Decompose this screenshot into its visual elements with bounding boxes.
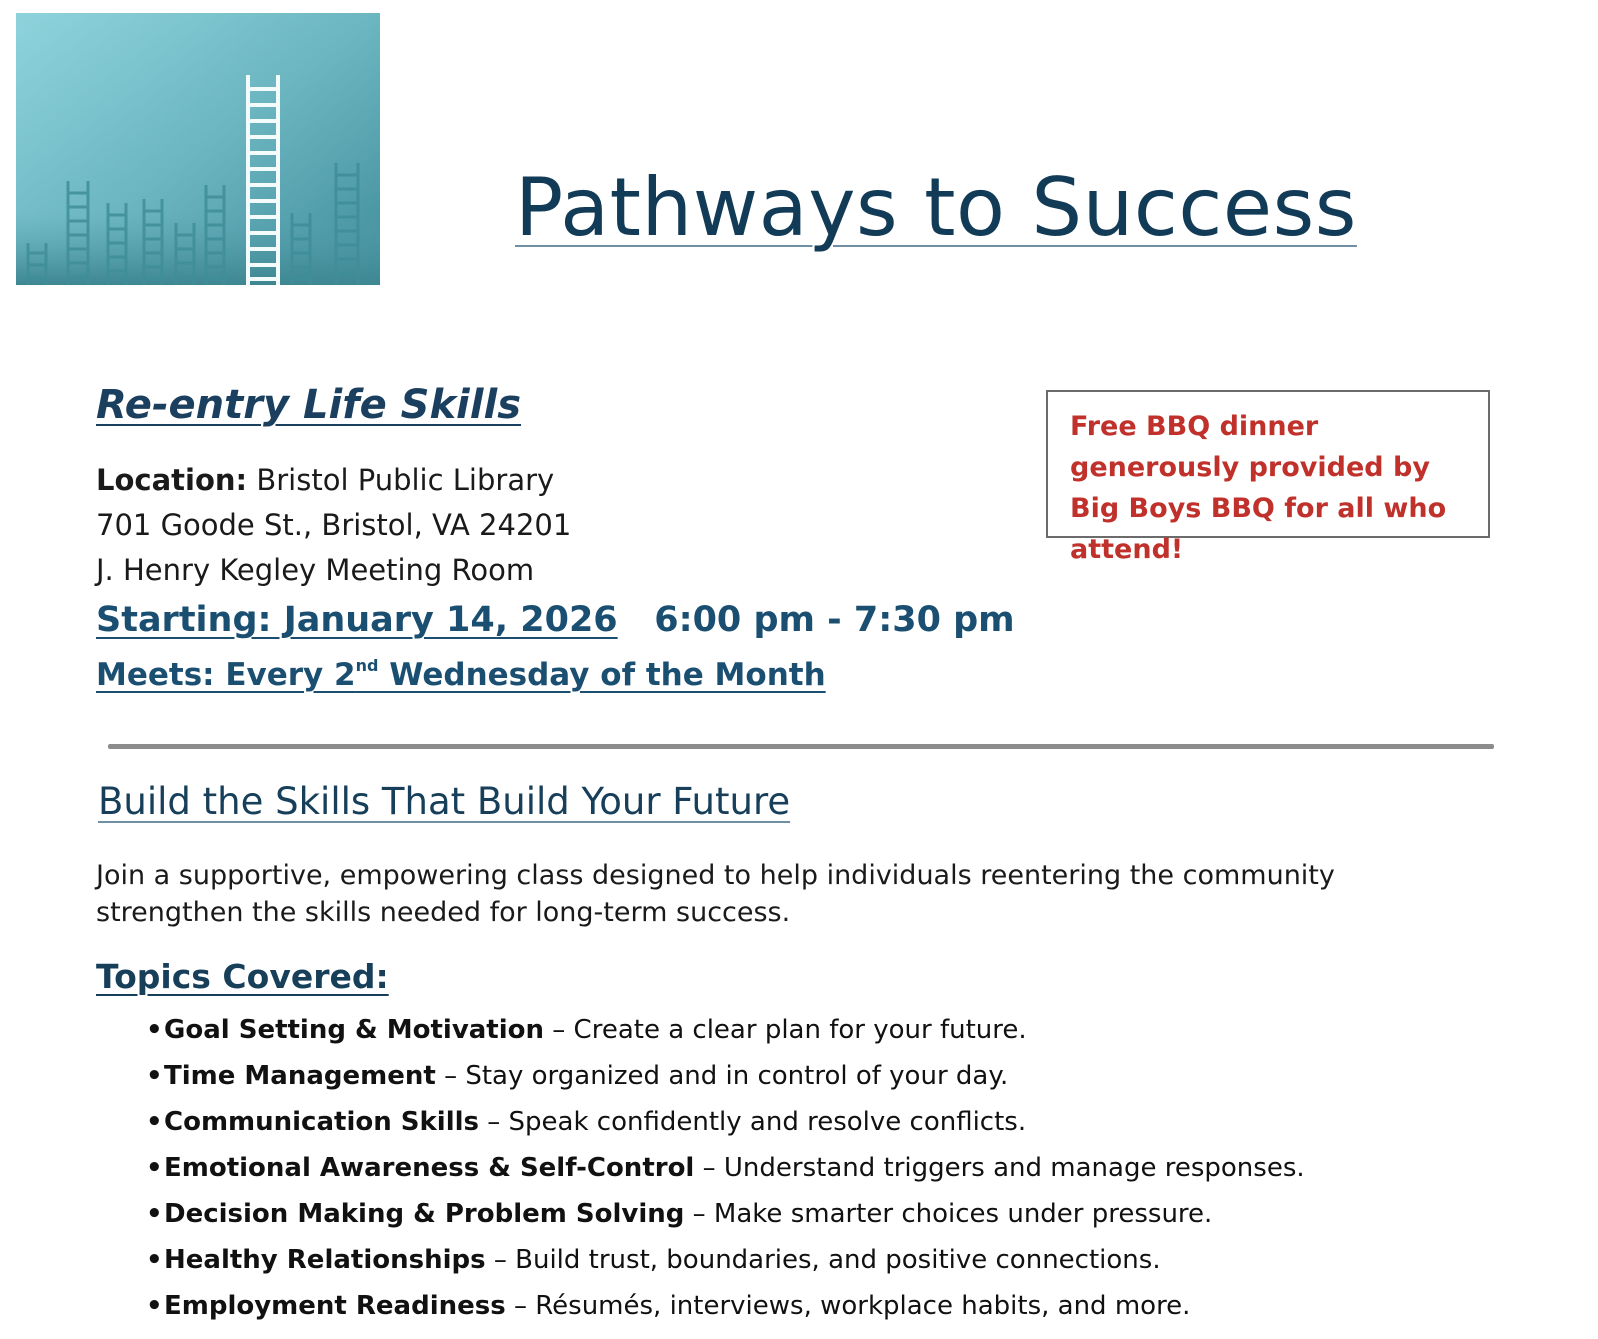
topic-desc: – Create a clear plan for your future. — [544, 1015, 1027, 1045]
topics-list — [146, 1015, 1305, 1337]
page-title: Pathways to Success — [515, 161, 1357, 254]
topic-title: Communication Skills — [164, 1107, 480, 1137]
bbq-promo-text: Free BBQ dinner generously provided by Big Boys BBQ for all who attend! — [1070, 411, 1447, 565]
list-item: •Time Management – Stay organized and in control of your day. — [146, 1061, 1009, 1091]
event-subtitle: Re-entry Life Skills — [96, 382, 521, 428]
list-item: •Communication Skills – Speak confidently and resolve conflicts. — [146, 1107, 1027, 1137]
start-time: 6:00 pm - 7:30 pm — [654, 600, 1015, 640]
bbq-promo-box — [1046, 390, 1490, 565]
start-date-time — [96, 600, 1015, 640]
location-name: Bristol Public Library — [256, 463, 555, 497]
list-item: •Employment Readiness – Résumés, interviews, workplace habits, and more. — [146, 1291, 1191, 1321]
list-item: •Decision Making & Problem Solving – Make smarter choices under pressure. — [146, 1199, 1213, 1229]
topic-desc: – Speak confidently and resolve conflicts. — [479, 1107, 1027, 1137]
meets-ordinal: nd — [355, 656, 379, 675]
topic-title: Employment Readiness — [164, 1291, 506, 1321]
meets-suffix: Wednesday of the Month — [378, 657, 826, 693]
ladders-image — [16, 13, 380, 285]
meeting-schedule — [96, 656, 826, 693]
room-line: J. Henry Kegley Meeting Room — [96, 553, 535, 587]
topic-desc: – Make smarter choices under pressure. — [684, 1199, 1213, 1229]
location-line — [96, 463, 555, 497]
topic-title: Time Management — [164, 1061, 436, 1091]
topic-title: Decision Making & Problem Solving — [164, 1199, 685, 1229]
section-divider — [108, 744, 1494, 749]
start-date: Starting: January 14, 2026 — [96, 600, 618, 640]
topic-desc: – Stay organized and in control of your day. — [435, 1061, 1009, 1091]
section-heading: Build the Skills That Build Your Future — [98, 780, 791, 823]
intro-paragraph: Join a supportive, empowering class designed to help individuals reentering the community strengthen the skills needed for long-term success. — [96, 860, 1335, 928]
meets-prefix: Meets: Every 2 — [96, 657, 356, 693]
topic-desc: – Build trust, boundaries, and positive connections. — [485, 1245, 1161, 1275]
topic-title: Goal Setting & Motivation — [164, 1015, 545, 1045]
topic-title: Healthy Relationships — [164, 1245, 486, 1275]
location-label: Location: — [96, 463, 248, 497]
list-item: •Healthy Relationships – Build trust, boundaries, and positive connections. — [146, 1245, 1161, 1275]
topic-title: Emotional Awareness & Self-Control — [164, 1153, 695, 1183]
list-item: •Emotional Awareness & Self-Control – Understand triggers and manage responses. — [146, 1153, 1305, 1183]
topics-heading: Topics Covered: — [96, 957, 389, 996]
topic-desc: – Understand triggers and manage responses. — [694, 1153, 1305, 1183]
list-item: •Goal Setting & Motivation – Create a clear plan for your future. — [146, 1015, 1027, 1045]
topic-desc: – Résumés, interviews, workplace habits, and more. — [505, 1291, 1191, 1321]
address-line: 701 Goode St., Bristol, VA 24201 — [96, 508, 572, 542]
